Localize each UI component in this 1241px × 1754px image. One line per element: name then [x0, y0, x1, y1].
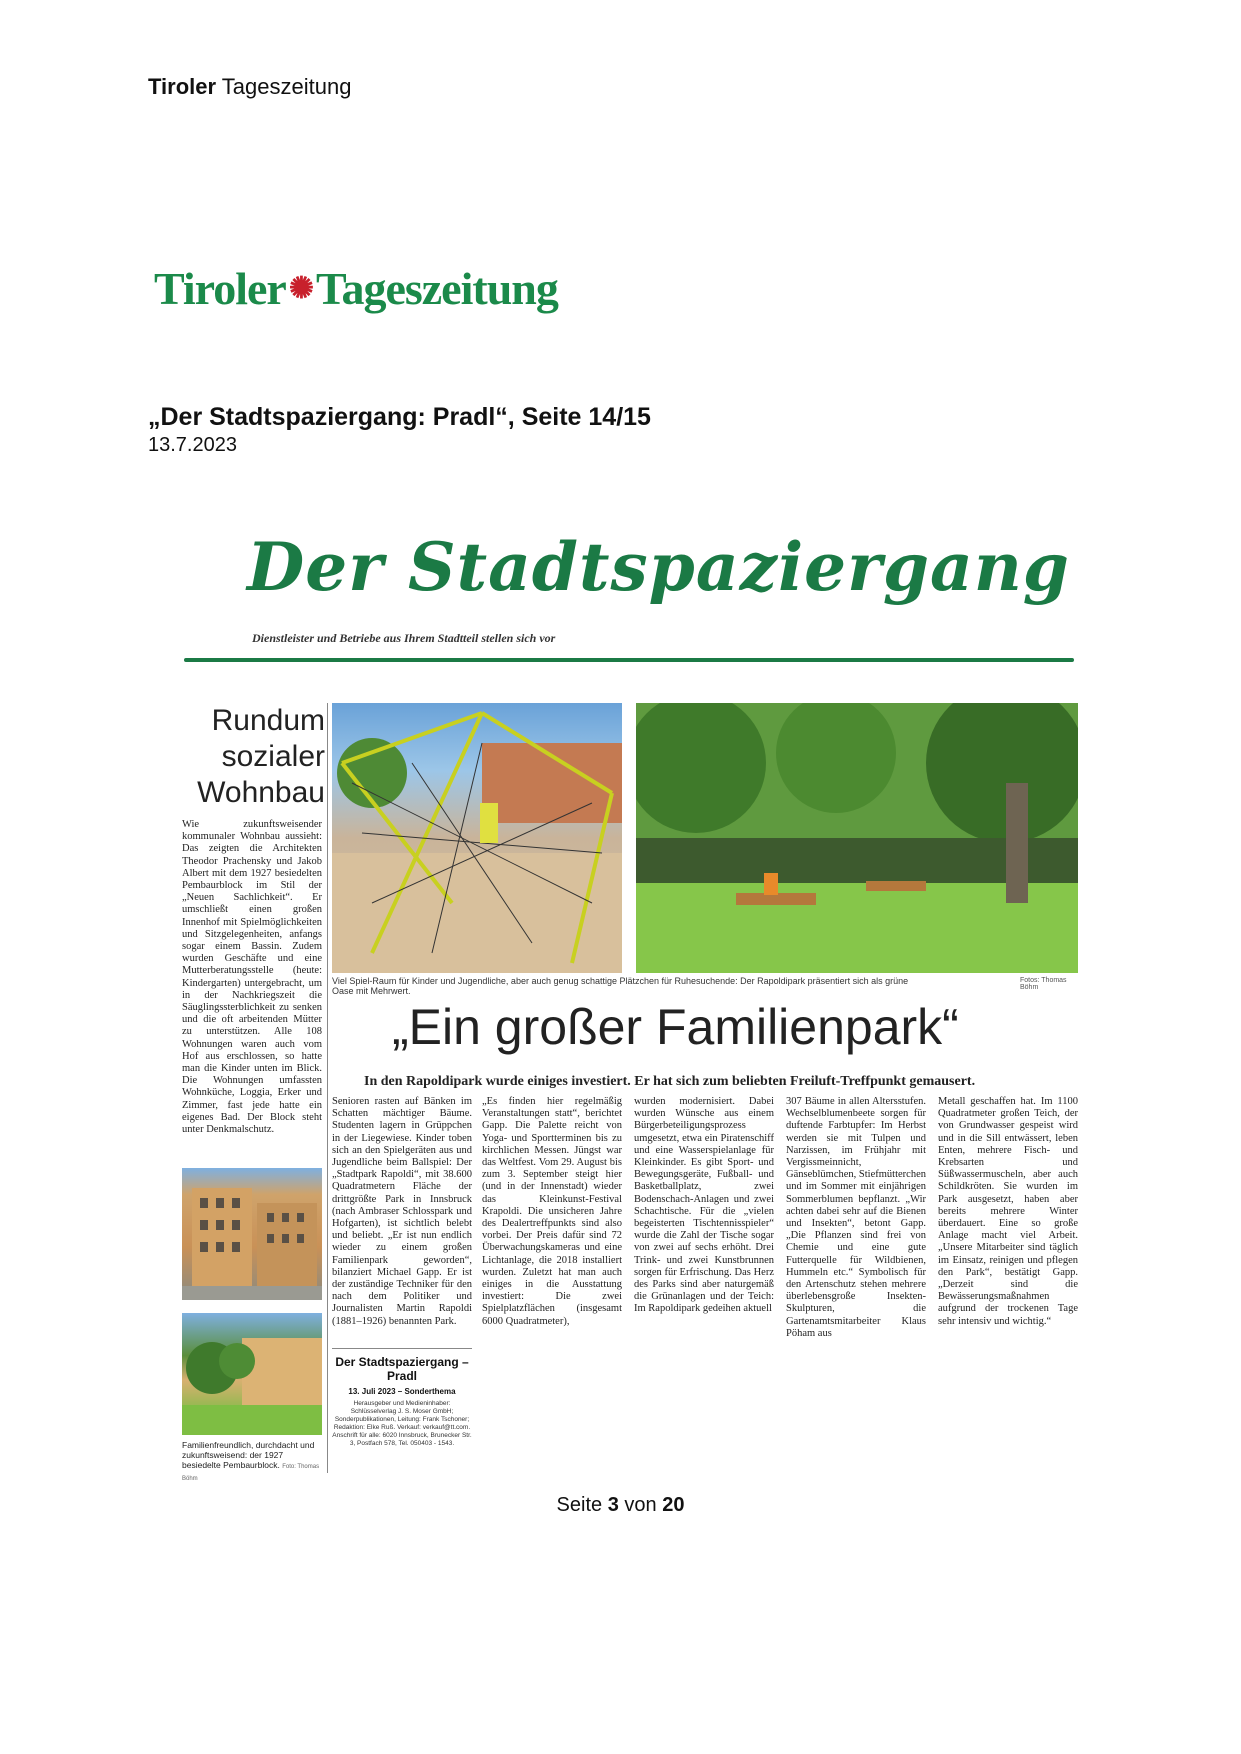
page-number	[0, 1494, 1241, 1517]
clipping-masthead: Der Stadtspaziergang	[247, 528, 1070, 606]
article-column-4: 307 Bäume in allen Altersstufen. Wechselblumenbeete sorgen für duftende Farbtupfer: Im Herbst werden sie mit Tulpen und Narzissen, im Frühjahr mit Vergissmeinnicht, Gänseblümchen, Stiefmütterchen und im Sommer mit einjährigen Sommerblumen bepflanzt. „Wir achten dabei sehr auf die Bienen und Insekten“, betont Gapp. „Die Pflanzen sind frei von Chemie und eine gute Futterquelle für Wildbienen, Hummeln etc.“ Symbolisch für den Artenschutz stehen mehrere überlebensgroße Insekten-Skulpturen, die Gartenamtsmitarbeiter Klaus Pöham aus	[786, 1096, 926, 1339]
photo-credit: Fotos: Thomas Böhm	[1020, 977, 1067, 991]
infobox-date: 13. Juli 2023 – Sonderthema	[348, 1387, 456, 1396]
side-photo-caption	[182, 1440, 324, 1484]
rapoldipark-pond-photo	[636, 703, 1078, 973]
special-section-infobox	[332, 1348, 472, 1448]
clipping-masthead-subtitle: Dienstleister und Betriebe aus Ihrem Stadtteil stellen sich vor	[252, 631, 556, 645]
article-title: „Der Stadtspaziergang: Pradl“, Seite 14/15	[148, 403, 651, 431]
newspaper-logo	[154, 262, 558, 315]
main-headline: „Ein großer Familienpark“	[392, 999, 959, 1055]
page-middle: von	[624, 1494, 657, 1516]
masthead-divider	[184, 658, 1074, 662]
side-headline: Rundum sozialer Wohnbau	[197, 704, 325, 809]
photo-caption: Viel Spiel-Raum für Kinder und Jugendliche, aber auch genug schattige Plätzchen für Ruhesuchende: Der Rapoldipark präsentiert sich als grüne Oase mit Mehrwert.	[332, 976, 909, 996]
page-prefix: Seite	[556, 1494, 603, 1516]
playground-climbing-net-photo	[332, 703, 622, 973]
column-divider	[327, 703, 328, 1473]
infobox-title: Der Stadtspaziergang – Pradl	[335, 1355, 469, 1383]
article-column-5: Metall geschaffen hat. Im 1100 Quadratmeter großen Teich, der von Grundwasser gespeist wird und in die Sill entwässert, leben Enten, mehrere Fisch- und Krebsarten und Süßwassermuscheln, aber auch Schildkröten. Sie wurden im Park ausgesetzt, haben aber bereits mehrere Winter überdauert. Eine so große Anlage macht viel Arbeit. „Unsere Mitarbeiter sind täglich im Einsatz, reinigen und pflegen den Park“, bestätigt Gapp. „Derzeit sind die Bewässerungsmaßnahmen aufgrund der trockenen Tage sehr intensiv und wichtig.“	[938, 1096, 1078, 1327]
logo-right-text: Tageszeitung	[315, 263, 558, 314]
total-pages: 20	[662, 1494, 685, 1516]
header-brand-regular: Tageszeitung	[221, 74, 352, 99]
article-column-1: Senioren rasten auf Bänken im Schatten mächtiger Bäume. Studenten lagern in Grüppchen in der Liegewiese. Kinder toben sich an den Spielgeräten aus und Jugendliche beim Ballspiel: Der „Stadtpark Rapoldi“, mit 38.600 Quadratmetern Fläche der drittgrößte Park in Innsbruck (nach Ambraser Schlosspark und Hofgarten), ist sichtlich belebt und beliebt. „Er ist nun endlich wieder zu einem großen Familienpark geworden“, bilanziert Michael Gapp. Er ist der zuständige Techniker für den nach dem Politiker und Journalisten Martin Rapoldi (1881–1926) benannten Park.	[332, 1096, 472, 1327]
logo-left-text: Tiroler	[154, 263, 286, 314]
article-column-3: wurden modernisiert. Dabei wurden Wünsche aus einem Bürgerbeteiligungsprozess umgesetzt, etwa ein Piratenschiff und eine Wasserspielanlage für Kleinkinder. Es gibt Sport- und Bewegungsgeräte, Fußball- und Basketballplatz, zwei Bodenschach-Anlagen und zwei Schachtische. Für die „vielen begeisterten Tischtennisspieler“ wurde die Zahl der Tische sogar von zwei auf sechs erhöht. Drei Trink- und zwei Kunstbrunnen sorgen für Erfrischung. Das Herz des Parks sind aber naturgemäß die Grünanlagen und der Teich: Im Rapoldipark gedeihen aktuell	[634, 1096, 774, 1315]
side-photo-caption-text: Familienfreundlich, durchdacht und zukunftsweisend: der 1927 besiedelte Pembaurblock.	[182, 1440, 315, 1470]
article-date: 13.7.2023	[148, 434, 237, 456]
header-brand-bold: Tiroler	[148, 74, 217, 99]
current-page: 3	[607, 1494, 619, 1516]
side-article-body: Wie zukunftsweisender kommunaler Wohnbau aussieht: Das zeigten die Architekten Theodor Prachensky und Jakob Albert mit dem 1927 besiedelten Pembaurblock im Stil der „Neuen Sachlichkeit“. Er umschließt einen großen Innenhof mit Spielmöglichkeiten und Sitzgelegenheiten, anfangs sogar einem Bassin. Zudem wurden Geschäfte und eine Mutterberatungsstelle (heute: Kindergarten) untergebracht, um in der Nachkriegszeit die Säuglingssterblichkeit zu senken und die oft arbeitenden Mütter zu unterstützen. Alle 108 Wohnungen waren auch vom Hof aus erschlossen, so hatte man die Kinder unten im Blick. Die Wohnungen umfassten Wohnküche, Loggia, Erker und Zimmer, fast jede hatte ein eigenes Bad. Der Block steht unter Denkmalschutz.	[182, 819, 322, 1136]
header-brand	[148, 74, 351, 100]
pembaurblock-courtyard-photo	[182, 1313, 322, 1435]
pembaurblock-facade-photo	[182, 1168, 322, 1300]
tyrolean-eagle-icon: ✺	[288, 272, 313, 305]
infobox-publisher: Herausgeber und Medieninhaber: Schlüsselverlag J. S. Moser GmbH; Sonderpublikationen, Leitung: Frank Tschoner; Redaktion: Elke Ruß. Verkauf: verkauf@tt.com. Anschrift für alle: 6020 Innsbruck, Brunecker Str. 3, Postfach 578, Tel. 050403 - 1543.	[332, 1400, 472, 1447]
newspaper-clipping	[182, 528, 1078, 1482]
headline-dek: In den Rapoldipark wurde einiges investiert. Er hat sich zum beliebten Freiluft-Treffpunkt gemausert.	[364, 1074, 976, 1089]
article-column-2: „Es finden hier regelmäßig Veranstaltungen statt“, berichtet Gapp. Die Palette reicht von Yoga- und Sportterminen bis zu kirchlichen Messen. Jüngst war das Weltfest. Vom 29. August bis zum 3. September steigt hier (und in der Innenstadt) wieder das Kleinkunst-Festival Krapoldi. Die unsicheren Jahre des Dealertreffpunkts sind also vorbei. Der Preis dafür sind 72 Überwachungskameras und eine Lichtanlage, die 2018 installiert wurden. Zuletzt hat man auch einiges in die Ausstattung investiert: Die zwei Spielplatzflächen (insgesamt 6000 Quadratmeter),	[482, 1096, 622, 1327]
side-photo-credit: Foto: Thomas Böhm	[182, 1464, 320, 1482]
